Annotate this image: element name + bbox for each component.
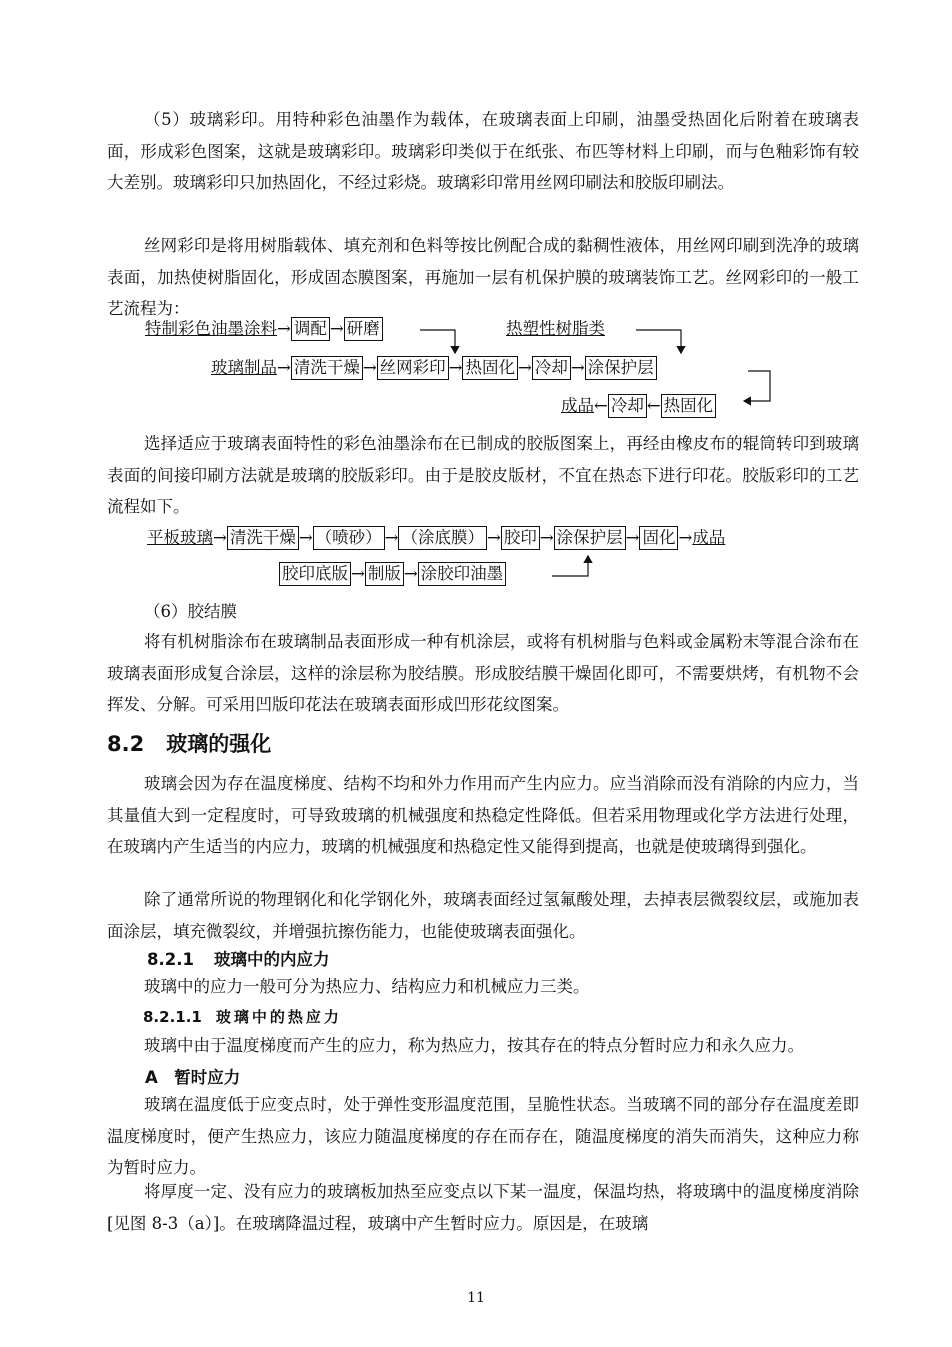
- paragraph-stress-types: 玻璃中的应力一般可分为热应力、结构应力和机械应力三类。: [144, 977, 590, 996]
- flow1-finished: 成品: [561, 396, 594, 415]
- paragraph-offset-printing: 选择适应于玻璃表面特性的彩色油墨涂布在已制成的胶版图案上，再经由橡皮布的辊筒转印到玻璃表面的间接印刷方法就是玻璃的胶版彩印。由于是胶皮版材，不宜在热态下进行印花。胶版彩印的工艺流程如下。: [107, 434, 859, 516]
- arrow-right: →: [298, 528, 313, 547]
- paragraph-temporary-stress: 玻璃在温度低于应变点时，处于弹性变形温度范围，呈脆性状态。当玻璃不同的部分存在温度差即温度梯度时，便产生热应力，该应力随温度梯度的存在而存在，随温度梯度的消失而消失，这种应力称为暂时应力。: [107, 1095, 859, 1177]
- flow1-protective-coat: 涂保护层: [585, 356, 657, 380]
- flow1-row3: [561, 394, 716, 418]
- subsection-number: 8.2.1: [147, 950, 194, 969]
- page-number: 11: [467, 1290, 485, 1306]
- paragraph-screen-printing: 丝网彩印是将用树脂载体、填充剂和色料等按比例配合成的黏稠性液体，用丝网印刷到洗净的玻璃表面，加热使树脂固化，形成固态膜图案，再施加一层有机保护膜的玻璃装饰工艺。丝网彩印的一般工艺流程为：: [107, 236, 859, 318]
- subsubsection-title: 玻璃中的热应力: [215, 1008, 342, 1026]
- flow2-plate-make: 制版: [365, 562, 404, 586]
- subsubsection-heading-8-2-1-1: [143, 1006, 342, 1027]
- flow1-grind: 研磨: [344, 317, 383, 341]
- paragraph-strengthening: 玻璃会因为存在温度梯度、结构不均和外力作用而产生内应力。应当消除而没有消除的内应力，当其量值大到一定程度时，可导致玻璃的机械强度和热稳定性降低。但若采用物理或化学方法进行处理，在玻璃内产生适当的内应力，玻璃的机械强度和热稳定性又能得到提高，也就是使玻璃得到强化。: [107, 774, 859, 856]
- flow1-row2: [211, 356, 657, 380]
- arrow-right: →: [539, 528, 554, 547]
- flow1-row1: [145, 317, 383, 341]
- flow2-offset-ink: 涂胶印油墨: [418, 562, 507, 586]
- section-title: 玻璃的强化: [166, 732, 272, 756]
- connector-ink-to-offset: [552, 556, 588, 576]
- arrow-right: →: [625, 528, 640, 547]
- paragraph-adhesive-film: 将有机树脂涂布在玻璃制品表面形成一种有机涂层，或将有机树脂与色料或金属粉末等混合涂布在玻璃表面形成复合涂层，这样的涂层称为胶结膜。形成胶结膜干燥固化即可，不需要烘烤，有机物不会挥发、分解。可采用凹版印花法在玻璃表面形成凹形花纹图案。: [107, 632, 859, 714]
- arrow-right: →: [448, 358, 463, 377]
- flow1-resin: [506, 317, 605, 341]
- flow2-row1: [147, 526, 725, 550]
- arrow-right: →: [678, 528, 693, 547]
- flow2-sandblast: （喷砂）: [313, 526, 385, 550]
- paragraph-color-printing: （5）玻璃彩印。用特种彩色油墨作为载体，在玻璃表面上印刷，油墨受热固化后附着在玻璃表面，形成彩色图案，这就是玻璃彩印。玻璃彩印类似于在纸张、布匹等材料上印刷，而与色釉彩饰有较大差别。玻璃彩印只加热固化，不经过彩烧。玻璃彩印常用丝网印刷法和胶版印刷法。: [107, 110, 859, 192]
- arrow-right: →: [384, 528, 399, 547]
- connector-resin-to-coat: [636, 330, 681, 353]
- arrow-right: →: [277, 358, 291, 377]
- paragraph-glass-plate: 将厚度一定、没有应力的玻璃板加热至应变点以下某一温度，保温均热，将玻璃中的温度梯度消除[见图 8-3（a）]。在玻璃降温过程，玻璃中产生暂时应力。原因是，在玻璃: [107, 1182, 859, 1233]
- paragraph-thermal-stress: 玻璃中由于温度梯度而产生的应力，称为热应力，按其存在的特点分暂时应力和永久应力。: [144, 1036, 804, 1055]
- flow1-ink: 特制彩色油墨涂料: [145, 319, 277, 338]
- arrow-right: →: [570, 358, 585, 377]
- arrow-right: →: [351, 564, 365, 583]
- flow1-heat-cure: 热固化: [462, 356, 518, 380]
- flow1-heat-cure-2: 热固化: [661, 394, 717, 418]
- arrow-left: ←: [594, 396, 608, 415]
- arrow-left: ←: [646, 396, 661, 415]
- flow1-mix: 调配: [291, 317, 330, 341]
- connector-grind-to-print: [420, 330, 455, 353]
- flow2-cure: 固化: [639, 526, 678, 550]
- subsection-heading-8-2-1: [147, 946, 329, 970]
- paragraph-surface-strengthening: 除了通常所说的物理钢化和化学钢化外，玻璃表面经过氢氟酸处理，去掉表层微裂纹层，或施加表面涂层，填充微裂纹，并增强抗擦伤能力，也能使玻璃表面强化。: [107, 890, 859, 941]
- arrow-right: →: [277, 319, 291, 338]
- flow1-cool-2: 冷却: [608, 394, 647, 418]
- flow2-protective-coat: 涂保护层: [554, 526, 626, 550]
- subsection-title: 玻璃中的内应力: [213, 950, 330, 969]
- flow2-offset-base: 胶印底版: [279, 562, 351, 586]
- flow2-clean-dry: 清洗干燥: [227, 526, 299, 550]
- flow1-glass-product: 玻璃制品: [211, 358, 277, 377]
- connector-coat-to-cure: [744, 371, 770, 401]
- flow2-row2: [279, 562, 506, 586]
- flow2-base-film: （涂底膜）: [398, 526, 487, 550]
- flow2-finished: 成品: [692, 528, 726, 547]
- heading-temporary-stress: A 暂时应力: [145, 1068, 241, 1087]
- arrow-right: →: [486, 528, 501, 547]
- flow1-thermoplastic-resin: 热塑性树脂类: [506, 319, 605, 338]
- arrow-right: →: [362, 358, 377, 377]
- subsubsection-number: 8.2.1.1: [143, 1008, 202, 1026]
- flow1-cool: 冷却: [532, 356, 571, 380]
- paragraph-6-title: （6）胶结膜: [144, 602, 237, 621]
- arrow-right: →: [213, 528, 227, 547]
- flow1-screen-print: 丝网彩印: [377, 356, 449, 380]
- section-number: 8.2: [107, 732, 145, 756]
- flow1-clean-dry: 清洗干燥: [291, 356, 363, 380]
- flow2-flat-glass: 平板玻璃: [147, 528, 213, 547]
- arrow-right: →: [403, 564, 418, 583]
- section-heading-8-2: [107, 728, 271, 758]
- arrow-right: →: [517, 358, 532, 377]
- flow2-offset-print: 胶印: [501, 526, 540, 550]
- arrow-right: →: [329, 319, 344, 338]
